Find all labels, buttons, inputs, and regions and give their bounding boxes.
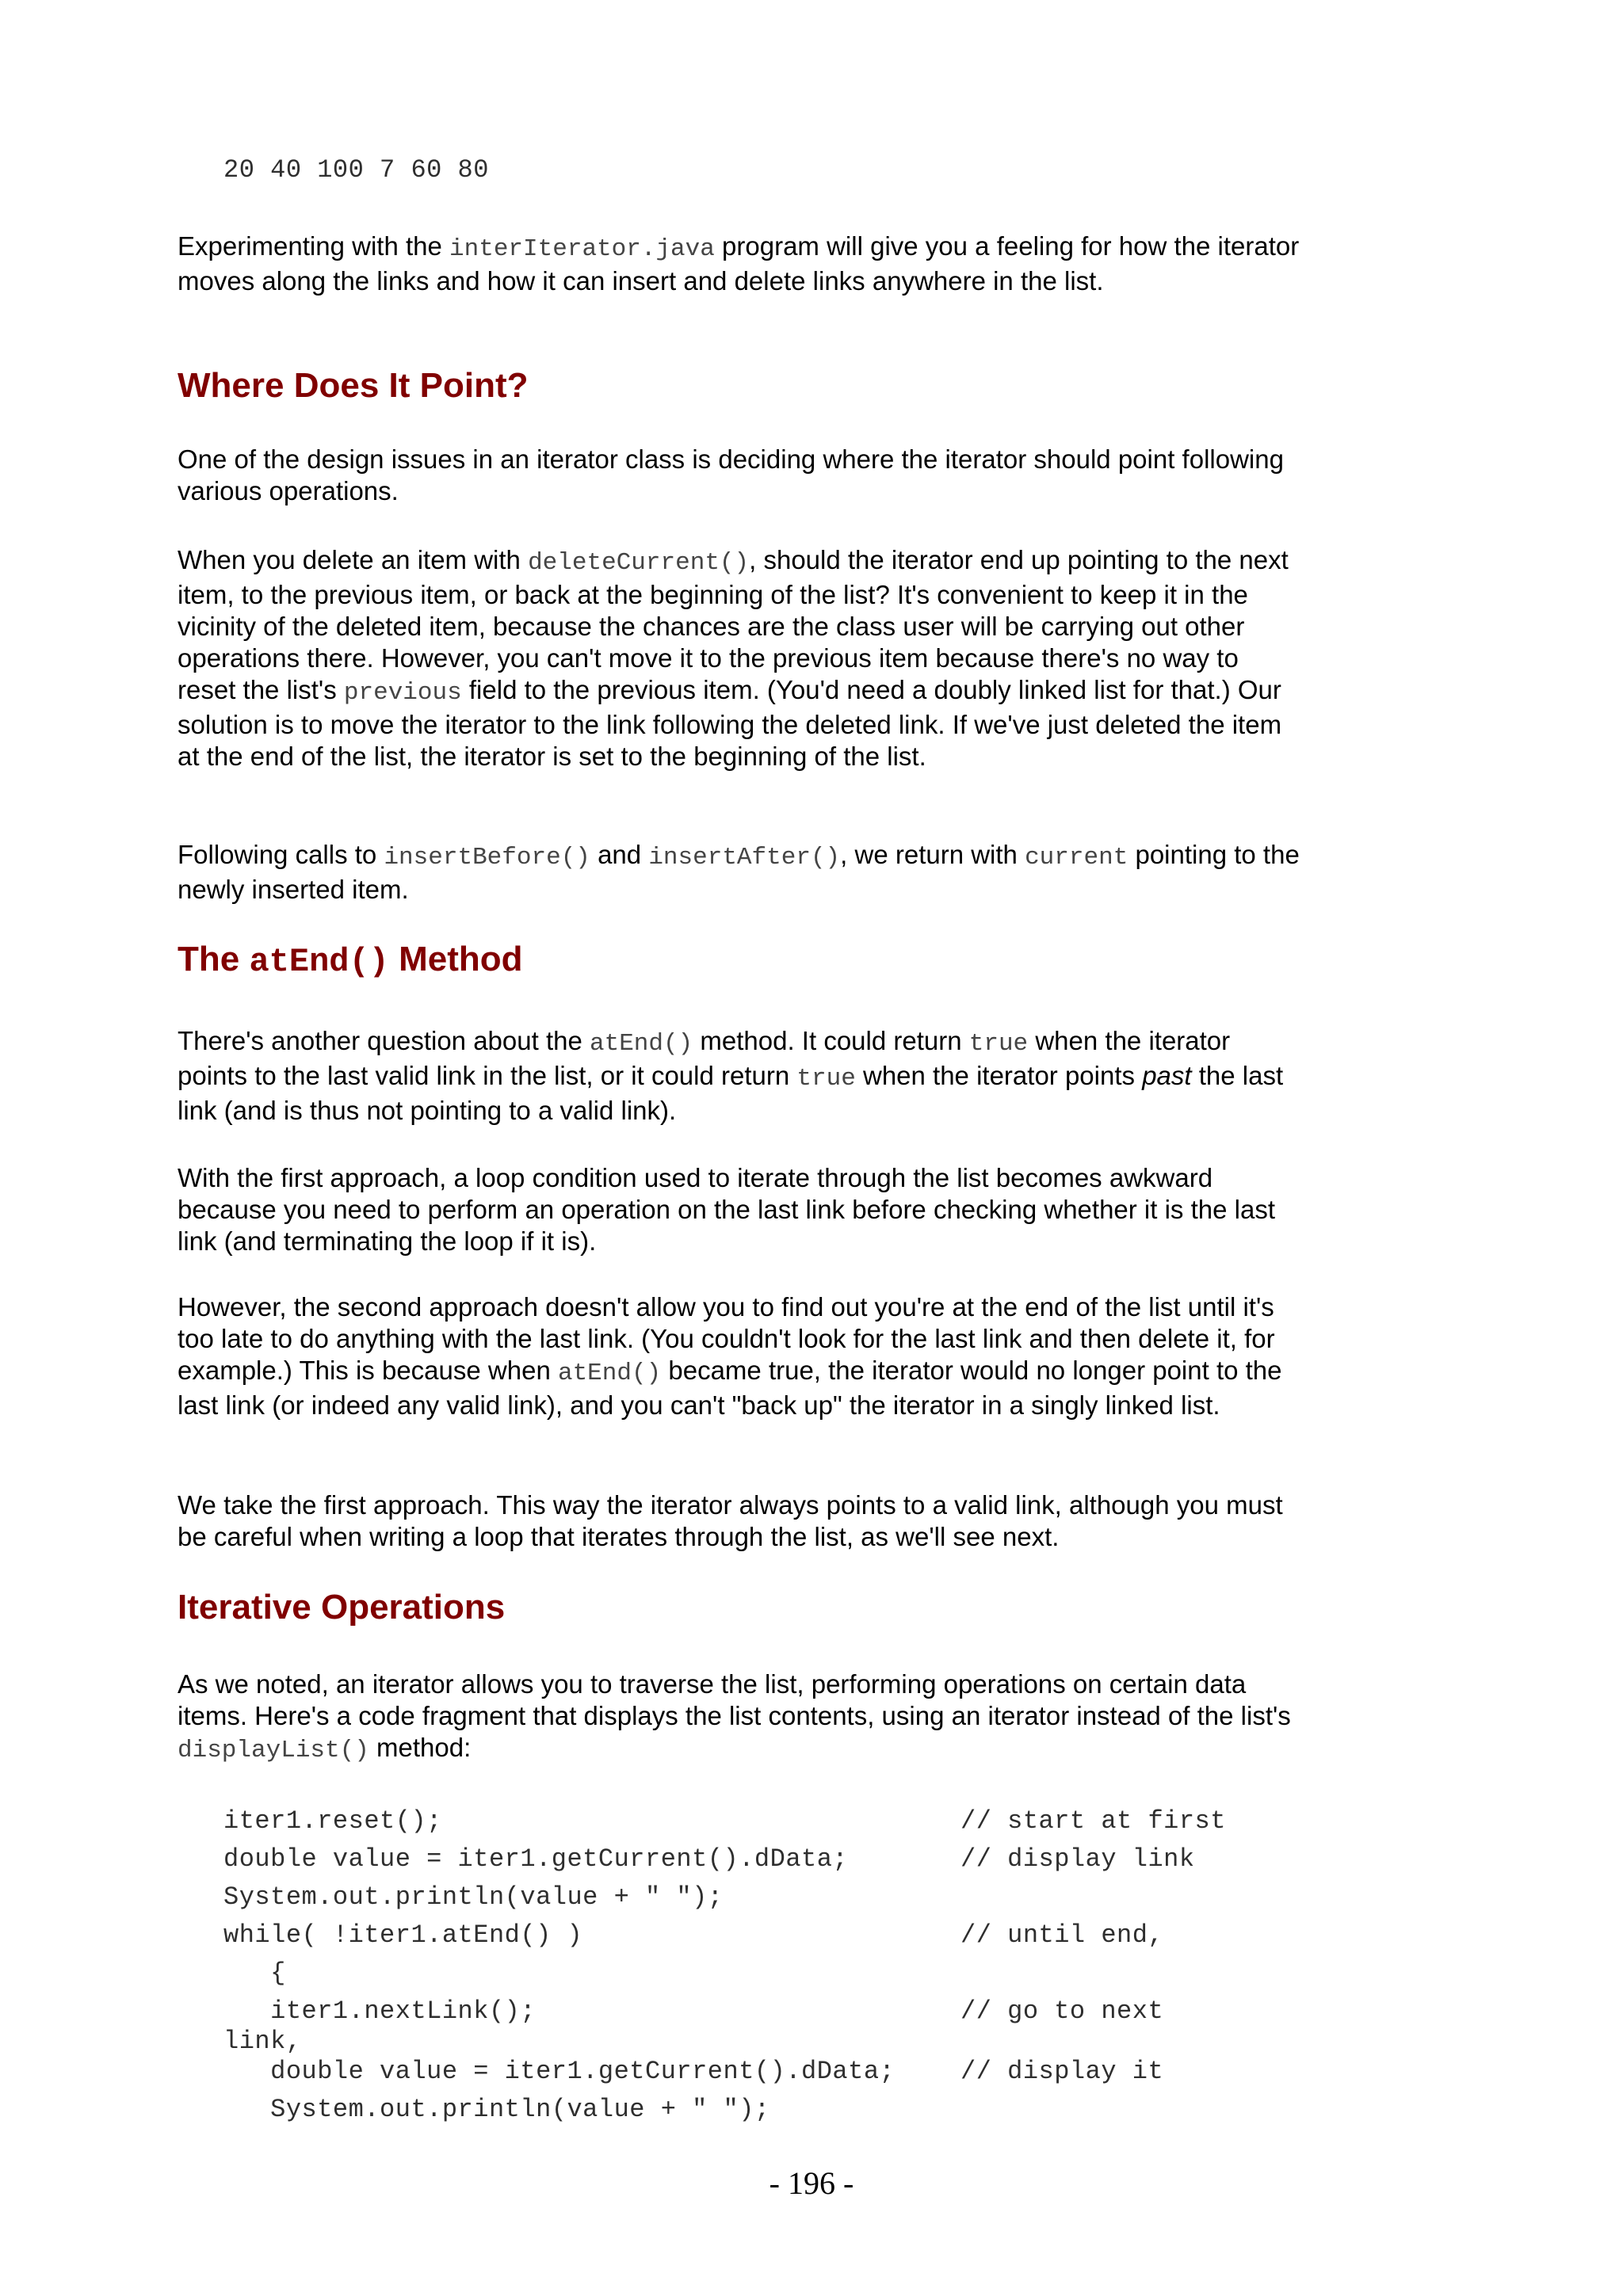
text: program will give you a feeling for how the iterator moves along the links and how it can insert and delete links anywhere in the list. — [178, 231, 1300, 296]
paragraph-second-approach — [178, 1291, 1303, 1421]
code-line: { — [223, 1958, 286, 1988]
text: When you delete an item with — [178, 545, 529, 574]
text: , should the iterator end up pointing to the next item, to the previous item, or back at the beginning of the list? It's convenient to keep it in the vicinity of the deleted item, because the chances are the class user will be carrying out other operations there. However, you can't move it to the previous item because there's no way to reset the list's — [178, 545, 1289, 704]
inline-code: true — [796, 1065, 856, 1093]
inline-code: previous — [343, 679, 462, 707]
emphasis: past — [1142, 1061, 1192, 1090]
heading-where-does-it-point: Where Does It Point? — [178, 366, 529, 405]
page-number: - 196 - — [769, 2165, 854, 2201]
program-output-line: 20 40 100 7 60 80 — [223, 155, 489, 185]
code-comment: // start at first — [960, 1806, 1226, 1836]
paragraph-we-take-first: We take the first approach. This way the iterator always points to a valid link, although you must be careful when writing a loop that iterates through the list, as we'll see next. — [178, 1490, 1283, 1551]
text: when the iterator points — [855, 1061, 1143, 1090]
code-line: System.out.println(value + " "); — [223, 1882, 724, 1912]
code-line: iter1.nextLink(); — [223, 1997, 537, 2026]
code-comment: // until end, — [960, 1920, 1164, 1950]
text: field to the previous item. (You'd need a doubly linked list for that.) Our solution is to move the iterator to the link following the deleted link. If we've just deleted the item at the end of the list, the iterator is set to the beginning of the list. — [178, 675, 1282, 771]
inline-code: atEnd() — [590, 1030, 693, 1058]
paragraph-delete-current — [178, 544, 1303, 772]
text: method. It could return — [693, 1026, 969, 1055]
inline-code: insertAfter() — [648, 844, 841, 871]
inline-code: atEnd() — [557, 1360, 662, 1387]
text: As we noted, an iterator allows you to traverse the list, performing operations on certain data items. Here's a code fragment that displays the list contents, using an iterator instead of the list's — [178, 1669, 1291, 1730]
heading-atend-method — [178, 940, 523, 981]
code-comment: // display it — [960, 2057, 1164, 2086]
inline-code: atEnd() — [249, 943, 389, 981]
paragraph-insert-calls — [178, 839, 1303, 906]
text: and — [590, 840, 649, 869]
text: Method — [388, 940, 523, 978]
code-line: System.out.println(value + " "); — [223, 2095, 770, 2124]
inline-code: interIterator.java — [449, 235, 715, 263]
text: Experimenting with the — [178, 231, 450, 261]
paragraph-atend-question — [178, 1025, 1303, 1127]
code-line: double value = iter1.getCurrent().dData; — [223, 2057, 896, 2086]
text: method: — [369, 1733, 472, 1762]
text: became true, the iterator would no longer point to the last link (or indeed any valid link), and you can't "back up" the iterator in a singly linked list. — [178, 1356, 1282, 1420]
text: , we return with — [840, 840, 1025, 869]
inline-code: insertBefore() — [384, 844, 590, 871]
text: when the iterator points to the last valid link in the list, or it could return — [178, 1026, 1231, 1090]
code-line: while( !iter1.atEnd() ) — [223, 1920, 583, 1950]
text: However, the second approach doesn't allow you to find out you're at the end of the list until it's too late to do anything with the last link. (You couldn't look for the last link and then delete it, for example.) This is because when — [178, 1292, 1275, 1385]
text: the last link (and is thus not pointing to a valid link). — [178, 1061, 1284, 1125]
code-line: double value = iter1.getCurrent().dData; — [223, 1844, 849, 1874]
code-line: link, — [223, 2027, 302, 2056]
inline-code: displayList() — [178, 1737, 369, 1764]
inline-code: current — [1025, 844, 1128, 871]
paragraph-iterator-traverse — [178, 1669, 1303, 1767]
paragraph-intro — [178, 231, 1303, 297]
text: Following calls to — [178, 840, 384, 869]
code-line: iter1.reset(); — [223, 1806, 442, 1836]
heading-iterative-operations: Iterative Operations — [178, 1588, 506, 1627]
code-comment: // go to next — [960, 1997, 1164, 2026]
text: There's another question about the — [178, 1026, 590, 1055]
inline-code: deleteCurrent() — [528, 549, 750, 577]
paragraph-first-approach: With the first approach, a loop condition used to iterate through the list becomes awkward because you need to perform an operation on the last link before checking whether it is the last link (and terminating the loop if it is). — [178, 1163, 1276, 1256]
paragraph-design-issues: One of the design issues in an iterator class is deciding where the iterator should point following various operations. — [178, 444, 1284, 505]
text: pointing to the newly inserted item. — [178, 840, 1300, 904]
inline-code: true — [968, 1030, 1029, 1058]
code-comment: // display link — [960, 1844, 1195, 1874]
text: The — [178, 940, 250, 978]
